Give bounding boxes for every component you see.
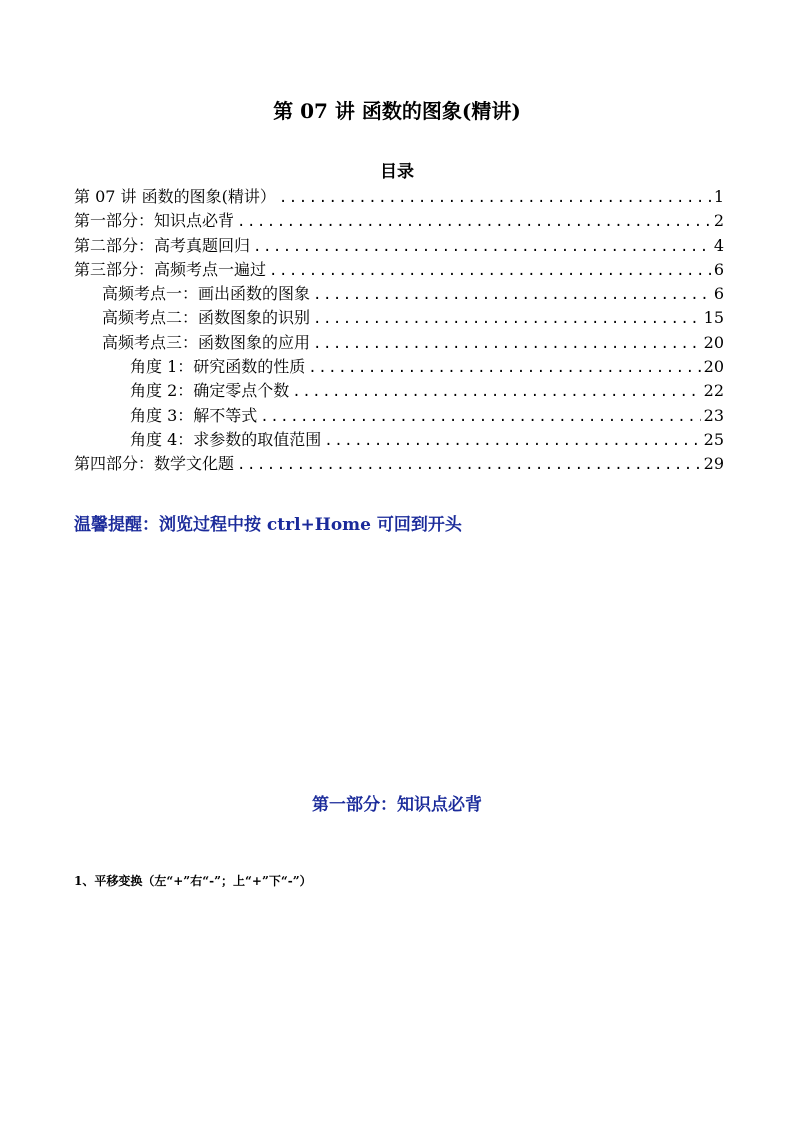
toc-leader-dots	[308, 356, 700, 379]
toc-leader-dots	[260, 405, 700, 428]
toc-leader-dots	[313, 283, 711, 306]
toc-leader-dots	[324, 429, 700, 452]
toc-entry-title: 角度 2：确定零点个数	[130, 381, 290, 401]
table-of-contents	[74, 185, 724, 477]
toc-leader-dots	[237, 453, 701, 476]
toc-entry-title: 第一部分：知识点必背	[74, 211, 235, 231]
document-title: 第 07 讲 函数的图象(精讲)	[273, 99, 521, 123]
toc-heading: 目录	[380, 162, 414, 182]
toc-entry[interactable]	[74, 185, 724, 209]
toc-entry[interactable]	[74, 331, 724, 355]
section-heading: 第一部分：知识点必背	[312, 795, 482, 815]
toc-entry[interactable]	[74, 379, 724, 403]
toc-entry-page: 23	[703, 405, 724, 425]
toc-entry-title: 角度 1：研究函数的性质	[130, 357, 306, 377]
knowledge-item: 1、平移变换（左“+”右“-”；上“+”下“-”）	[74, 874, 312, 888]
toc-entry-page: 2	[713, 211, 724, 231]
toc-entry-page: 1	[713, 187, 724, 206]
toc-entry-title: 第四部分：数学文化题	[74, 454, 235, 474]
toc-entry[interactable]	[74, 355, 724, 379]
toc-entry[interactable]	[74, 282, 724, 306]
toc-entry-page: 4	[713, 235, 724, 255]
toc-leader-dots	[313, 307, 701, 330]
toc-entry-title: 角度 3：解不等式	[130, 405, 258, 425]
toc-leader-dots	[313, 332, 701, 355]
toc-entry-page: 29	[703, 454, 724, 474]
toc-entry-title: 高频考点三：函数图象的应用	[102, 332, 311, 352]
toc-entry-title: 第三部分：高频考点一遍过	[74, 259, 267, 279]
toc-entry[interactable]	[74, 404, 724, 428]
toc-entry-page: 6	[713, 259, 724, 279]
toc-entry-page: 6	[713, 284, 724, 304]
toc-entry-page: 15	[703, 308, 724, 328]
toc-leader-dots	[292, 380, 700, 403]
toc-leader-dots	[279, 186, 711, 209]
toc-entry-page: 20	[703, 332, 724, 352]
toc-entry-title: 高频考点一：画出函数的图象	[102, 284, 311, 304]
reminder-note: 温馨提醒：浏览过程中按 ctrl+Home 可回到开头	[74, 515, 462, 535]
toc-entry-page: 22	[703, 381, 724, 401]
toc-entry[interactable]	[74, 258, 724, 282]
toc-entry[interactable]	[74, 209, 724, 233]
toc-leader-dots	[237, 210, 711, 233]
toc-entry-title: 第 07 讲 函数的图象(精讲）	[74, 187, 276, 206]
toc-entry-title: 角度 4：求参数的取值范围	[130, 429, 322, 449]
toc-entry-title: 第二部分：高考真题回归	[74, 235, 251, 255]
toc-leader-dots	[269, 259, 711, 282]
toc-entry[interactable]	[74, 234, 724, 258]
toc-entry[interactable]	[74, 428, 724, 452]
toc-entry-page: 25	[703, 429, 724, 449]
toc-entry[interactable]	[74, 306, 724, 330]
toc-leader-dots	[253, 235, 711, 258]
toc-entry-page: 20	[703, 357, 724, 377]
toc-entry-title: 高频考点二：函数图象的识别	[102, 308, 311, 328]
toc-entry[interactable]	[74, 452, 724, 476]
